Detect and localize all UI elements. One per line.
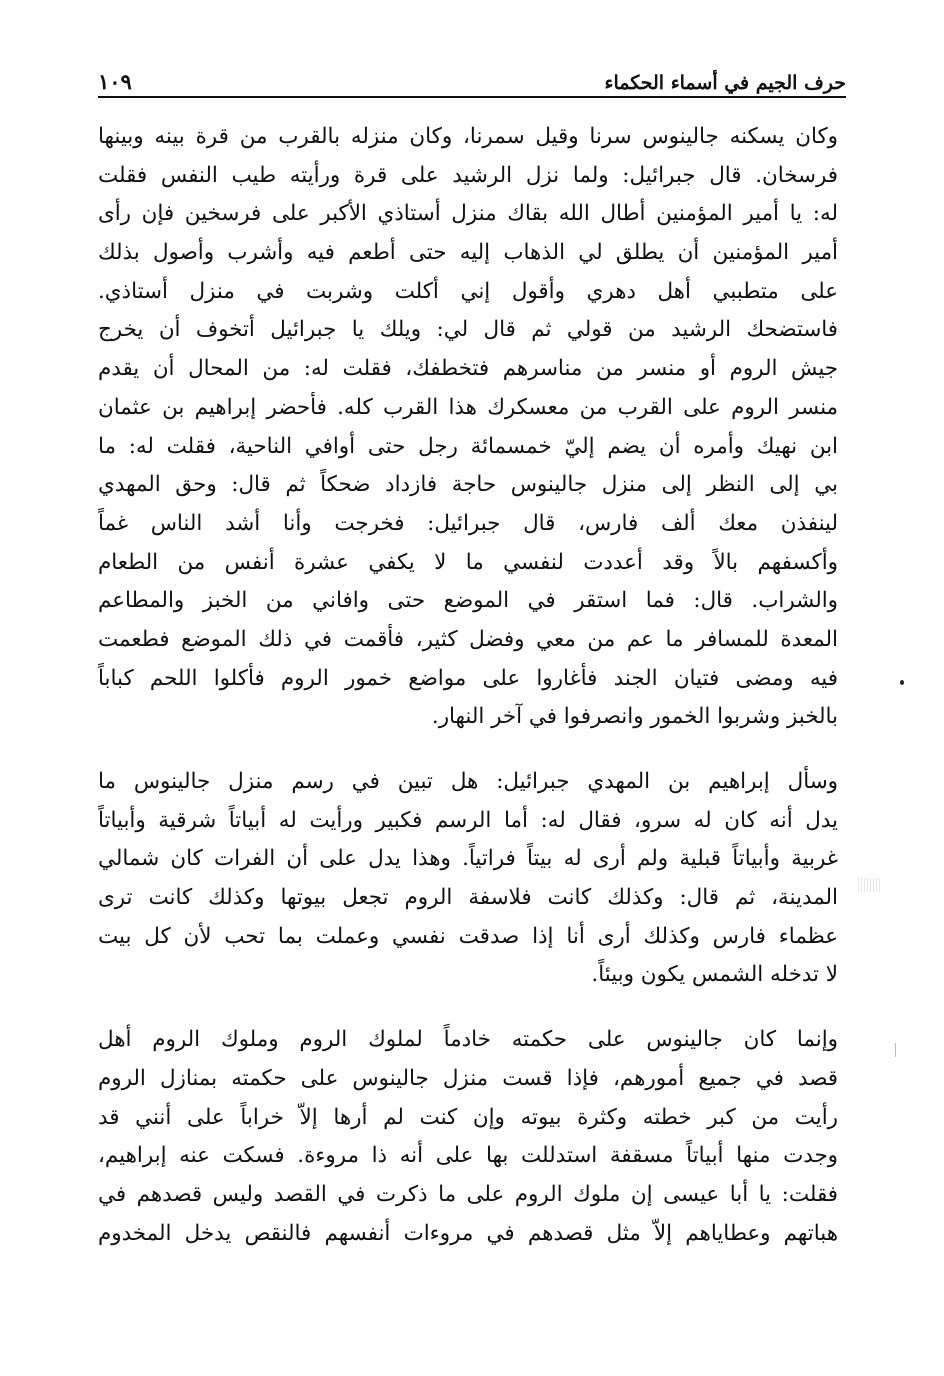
- text-line: وجدت منها أبياتاً مسقفة استدللت بها على أنه ذا مروءة. فسكت عنه إبراهيم،: [98, 1143, 838, 1169]
- text-line: وسأل إبراهيم بن المهدي جبرائيل: هل تبين في رسم منزل جالينوس ما: [98, 769, 838, 794]
- text-line: على متطببي أهل دهري وأقول إني أكلت وشربت في منزل أستاذي.: [98, 278, 838, 304]
- text-line: وكان يسكنه جالينوس سرنا وقيل سمرنا، وكان منزله بالقرب من قرة بينه وبينها: [98, 124, 838, 149]
- text-line: يدل أنه كان له سرو، فقال له: أما الرسم فكبير ورأيت له أبياتاً شرقية وأبياتاً: [98, 807, 838, 833]
- paragraph-1: [98, 118, 838, 737]
- text-line: والشراب. قال: فما استقر في الموضع حتى وافاني من الخبز والمطاعم: [98, 588, 838, 614]
- running-title: حرف الجيم في أسماء الحكماء: [604, 72, 846, 94]
- text-line: بالخبز وشربوا الخمور وانصرفوا في آخر النهار.: [431, 704, 838, 730]
- text-line: غربية وأبياتاً قبلية ولم أرى له بيتاً فراتياً. وهذا يدل على أن الفرات كان شمالي: [98, 846, 838, 872]
- text-line: أمير المؤمنين أن يطلق لي الذهاب إليه حتى أطعم فيه وأشرب وأصول بذلك: [98, 240, 838, 266]
- paragraph-gap: [98, 737, 838, 763]
- running-header: [98, 52, 846, 98]
- scan-noise: [858, 878, 880, 892]
- text-line: فقلت: يا أبا عيسى إن ملوك الروم على ما ذكرت في القصد وليس قصدهم في: [98, 1181, 838, 1207]
- text-line: له: يا أمير المؤمنين أطال الله بقاك منزل أستاذي الأكبر على فرسخين فإن رأى: [98, 201, 838, 227]
- paragraph-2: [98, 763, 838, 995]
- ink-speck: [900, 680, 904, 685]
- text-line: عظماء فارس وكذلك أرى أنا إذا صدقت نفسي وعملت بما تحب لأن كل بيت: [98, 923, 838, 949]
- text-line: فاستضحك الرشيد من قولي ثم قال لي: ويلك يا جبرائيل أتخوف أن يخرج: [98, 317, 838, 343]
- body-text: [98, 118, 838, 1253]
- text-line: المدينة، ثم قال: وكذلك كانت فلاسفة الروم تجعل بيوتها وكذلك كانت ترى: [98, 885, 838, 911]
- text-line: المعدة للمسافر ما عم من معي وفضل كثير، فأقمت في ذلك الموضع فطعمت: [98, 626, 838, 652]
- scan-mark: [895, 1043, 896, 1057]
- text-line: وأكسفهم بالاً وقد أعددت لنفسي ما لا يكفي عشرة أنفس من الطعام: [98, 549, 838, 575]
- text-line: قصد في جميع أمورهم، فإذا قست منزل جالينوس على حكمته بمنازل الروم: [98, 1065, 838, 1091]
- text-line: لا تدخله الشمس يكون وبيئاً.: [591, 962, 838, 988]
- paragraph-3: [98, 1021, 838, 1253]
- text-line: جيش الروم أو منسر من مناسرهم فتخطفك، فقلت له: من المحال أن يقدم: [98, 356, 838, 382]
- text-line: فرسخان. قال جبرائيل: ولما نزل الرشيد على قرة ورأيته طيب النفس فقلت: [98, 162, 838, 188]
- text-line: لينفذن معك ألف فارس، قال جبرائيل: فخرجت وأنا أشد الناس غماً: [98, 510, 838, 536]
- page-number: ١٠٩: [98, 69, 132, 94]
- text-line: فيه ومضى فتيان الجند فأغاروا على مواضع خمور الروم فأكلوا اللحم كباباً: [98, 665, 838, 691]
- text-line: منسر الروم على القرب من معسكرك هذا القرب كله. فأحضر إبراهيم بن عثمان: [98, 394, 838, 420]
- text-line: رأيت من كبر خطته وكثرة بيوته وإن كنت لم أرها إلاّ خراباً على أنني قد: [98, 1104, 838, 1130]
- text-line: وإنما كان جالينوس على حكمته خادماً لملوك الروم وملوك الروم أهل: [98, 1027, 838, 1053]
- paragraph-gap: [98, 995, 838, 1021]
- text-line: هباتهم وعطاياهم إلاّ مثل قصدهم في مروءات أنفسهم فالنقص يدخل المخدوم: [98, 1220, 838, 1246]
- text-line: بي إلى النظر إلى منزل جالينوس حاجة فازداد ضحكاً ثم قال: وحق المهدي: [98, 472, 838, 498]
- text-line: ابن نهيك وأمره أن يضم إليّ خمسمائة رجل حتى أوافي الناحية، فقلت له: ما: [98, 433, 838, 459]
